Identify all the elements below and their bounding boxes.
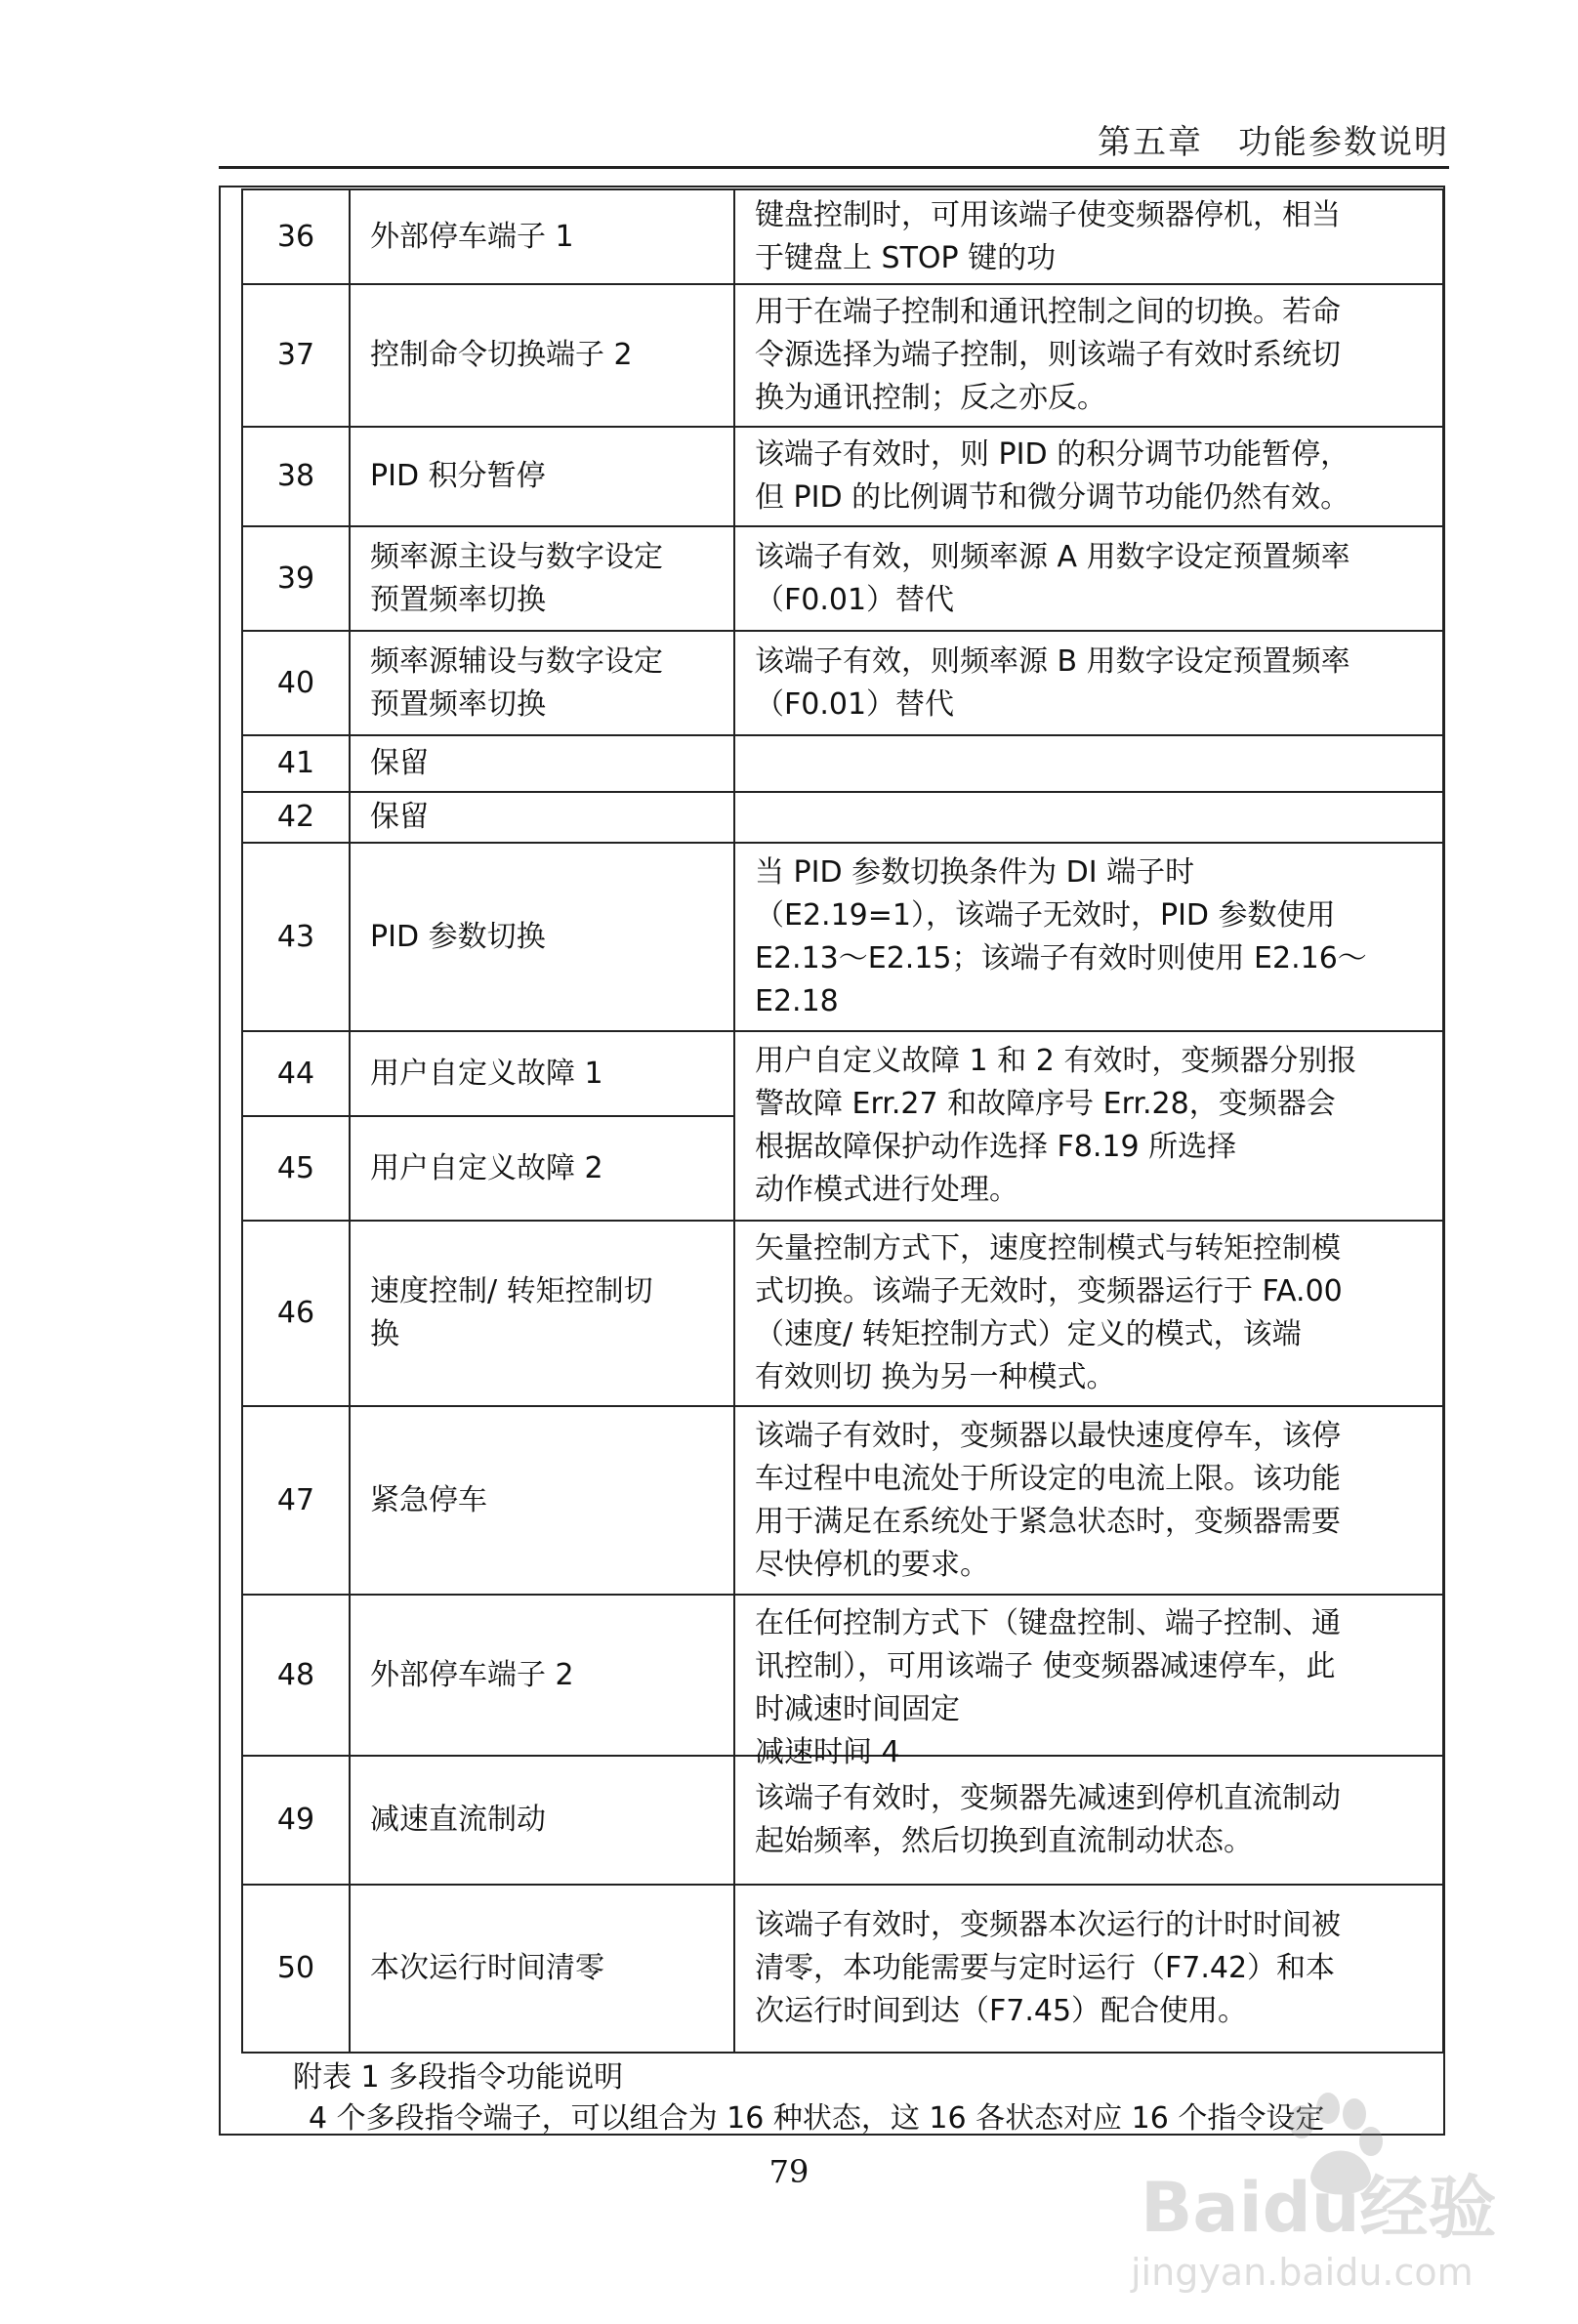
- row-number: 50: [242, 1885, 350, 2053]
- row-number: 49: [242, 1756, 350, 1885]
- row-number: 46: [242, 1221, 350, 1406]
- function-name: 控制命令切换端子 2: [350, 284, 734, 427]
- row-number: 39: [242, 526, 350, 631]
- row-number: 45: [242, 1116, 350, 1221]
- row-number: 48: [242, 1595, 350, 1756]
- watermark-url: jingyan.baidu.com: [1131, 2251, 1474, 2294]
- row-number: 41: [242, 735, 350, 792]
- row-number: 36: [242, 189, 350, 284]
- function-name: PID 参数切换: [350, 843, 734, 1031]
- function-description: 该端子有效时，则 PID 的积分调节功能暂停， 但 PID 的比例调节和微分调节功能仍然有效。: [734, 427, 1443, 526]
- table-row: [242, 792, 1443, 843]
- table-row: [242, 1031, 1443, 1116]
- function-name: 用户自定义故障 2: [350, 1116, 734, 1221]
- function-description: 键盘控制时，可用该端子使变频器停机，相当 于键盘上 STOP 键的功: [734, 189, 1443, 284]
- table-row: [242, 526, 1443, 631]
- table-row: [242, 1595, 1443, 1756]
- function-description: 矢量控制方式下，速度控制模式与转矩控制模 式切换。该端子无效时，变频器运行于 FA.00 （速度/ 转矩控制方式）定义的模式，该端 有效则切 换为另一种模式。: [734, 1221, 1443, 1406]
- table-row: [242, 1885, 1443, 2053]
- parameter-table: [241, 188, 1444, 2054]
- function-name: 减速直流制动: [350, 1756, 734, 1885]
- function-name: 保留: [350, 735, 734, 792]
- row-number: 40: [242, 631, 350, 735]
- table-row: [242, 284, 1443, 427]
- function-name: 保留: [350, 792, 734, 843]
- function-name: 频率源辅设与数字设定 预置频率切换: [350, 631, 734, 735]
- table-row: [242, 427, 1443, 526]
- footer-note: 4 个多段指令端子，可以组合为 16 种状态，这 16 各状态对应 16 个指令设定: [309, 2101, 1325, 2136]
- function-name: 外部停车端子 2: [350, 1595, 734, 1756]
- row-number: 43: [242, 843, 350, 1031]
- row-number: 38: [242, 427, 350, 526]
- function-description: 用于在端子控制和通讯控制之间的切换。若命 令源选择为端子控制，则该端子有效时系统切 换为通讯控制；反之亦反。: [734, 284, 1443, 427]
- function-name: 频率源主设与数字设定 预置频率切换: [350, 526, 734, 631]
- function-description: 该端子有效，则频率源 A 用数字设定预置频率 （F0.01）替代: [734, 526, 1443, 631]
- table-row: [242, 735, 1443, 792]
- row-number: 37: [242, 284, 350, 427]
- row-number: 47: [242, 1406, 350, 1595]
- table-row: [242, 843, 1443, 1031]
- table-caption: 附表 1 多段指令功能说明: [293, 2060, 624, 2095]
- function-description: 当 PID 参数切换条件为 DI 端子时 （E2.19=1），该端子无效时，PID 参数使用 E2.13～E2.15；该端子有效时则使用 E2.16～ E2.18: [734, 843, 1443, 1031]
- function-name: 速度控制/ 转矩控制切 换: [350, 1221, 734, 1406]
- function-description: 该端子有效，则频率源 B 用数字设定预置频率 （F0.01）替代: [734, 631, 1443, 735]
- function-description: 该端子有效时，变频器以最快速度停车，该停 车过程中电流处于所设定的电流上限。该功能 用于满足在系统处于紧急状态时，变频器需要 尽快停机的要求。: [734, 1406, 1443, 1595]
- table-row: [242, 1221, 1443, 1406]
- row-number: 44: [242, 1031, 350, 1116]
- function-description: 用户自定义故障 1 和 2 有效时，变频器分别报 警故障 Err.27 和故障序号 Err.28，变频器会 根据故障保护动作选择 F8.19 所选择 动作模式进行处理。: [734, 1031, 1443, 1221]
- function-name: 用户自定义故障 1: [350, 1031, 734, 1116]
- baidu-watermark-logo: [1101, 2085, 1497, 2309]
- function-name: 紧急停车: [350, 1406, 734, 1595]
- function-name: PID 积分暂停: [350, 427, 734, 526]
- table-row: [242, 189, 1443, 284]
- row-number: 42: [242, 792, 350, 843]
- table-row: [242, 1756, 1443, 1885]
- function-name: 本次运行时间清零: [350, 1885, 734, 2053]
- table-row: [242, 1406, 1443, 1595]
- function-description: 在任何控制方式下（键盘控制、端子控制、通 讯控制），可用该端子 使变频器减速停车，此 时减速时间固定 减速时间 4: [734, 1595, 1443, 1756]
- page-header: [219, 107, 1449, 169]
- function-description: [734, 735, 1443, 792]
- watermark-brand: Baidu经验: [1141, 2168, 1497, 2248]
- function-description: 该端子有效时，变频器先减速到停机直流制动 起始频率，然后切换到直流制动状态。: [734, 1756, 1443, 1885]
- table-row: [242, 631, 1443, 735]
- function-description: 该端子有效时，变频器本次运行的计时时间被 清零，本功能需要与定时运行（F7.42）和本 次运行时间到达（F7.45）配合使用。: [734, 1885, 1443, 2053]
- function-name: 外部停车端子 1: [350, 189, 734, 284]
- function-description: [734, 792, 1443, 843]
- page-number: 79: [768, 2153, 810, 2190]
- chapter-title: 第五章 功能参数说明: [1098, 123, 1449, 162]
